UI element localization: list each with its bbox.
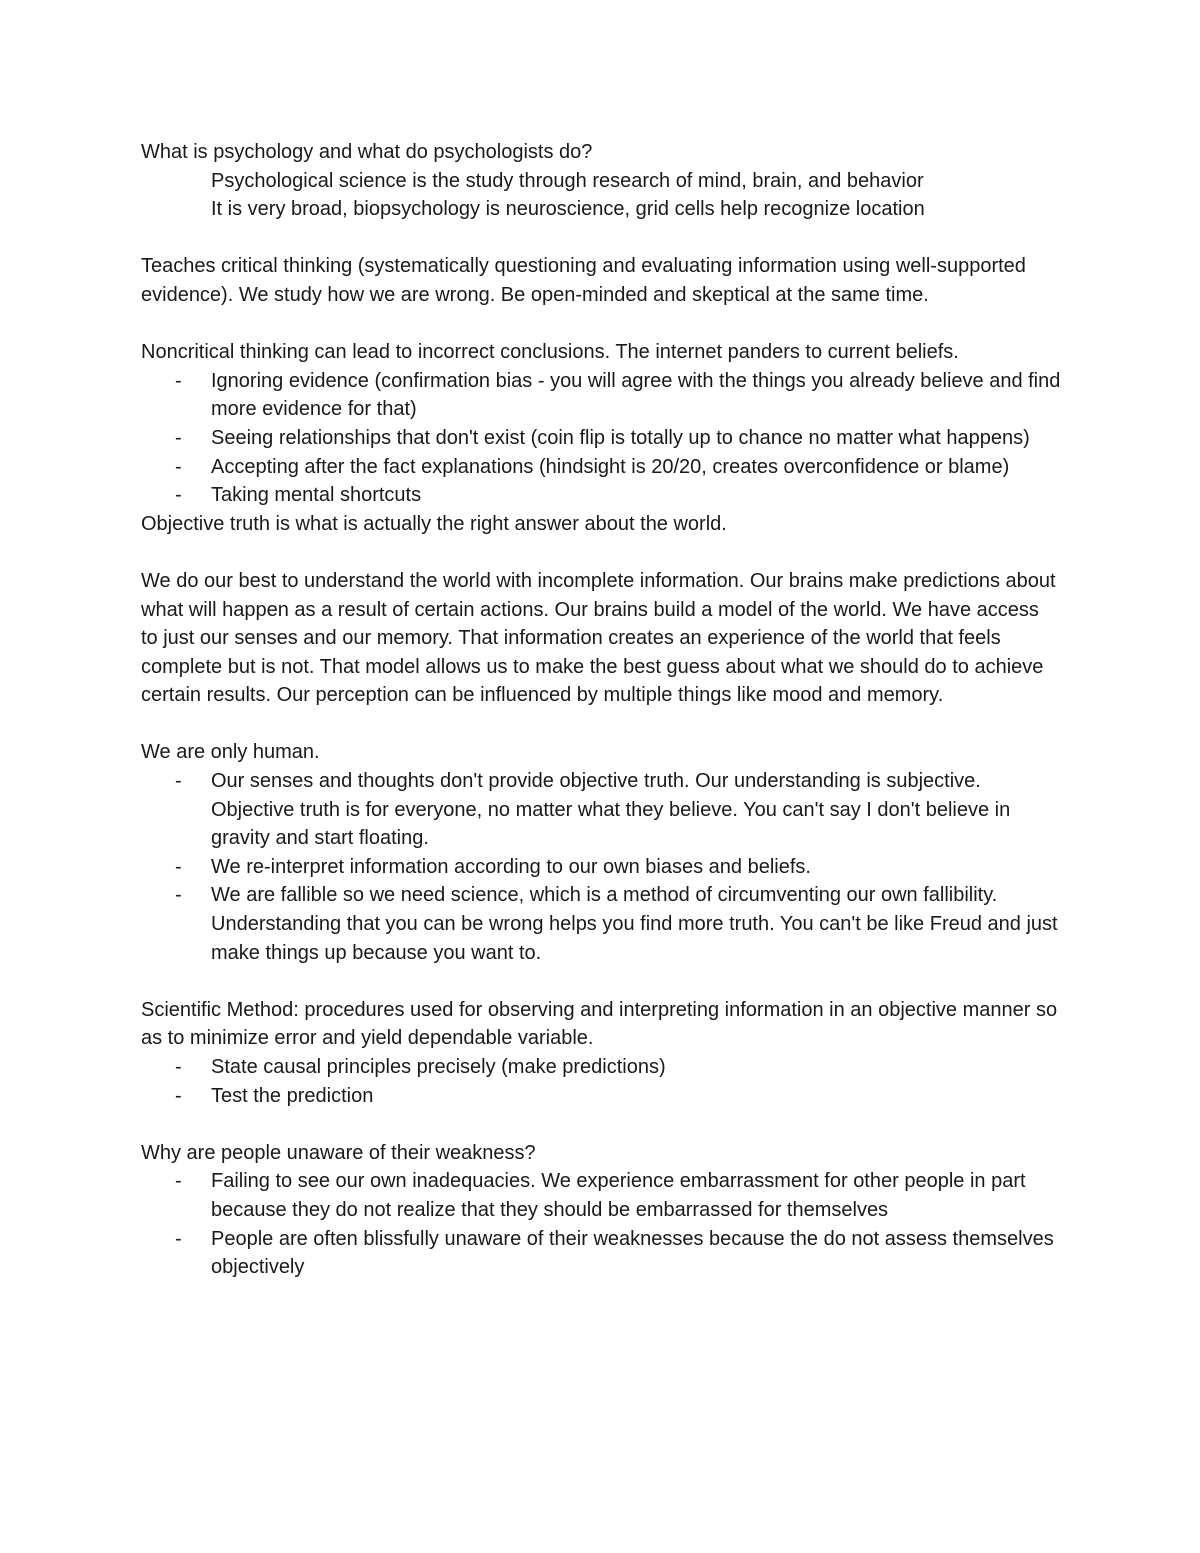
dash-icon: - [175,484,182,507]
list-item-text: State causal principles precisely (make predictions) [211,1056,666,1078]
dash-icon: - [175,1170,182,1193]
list-item [141,767,1061,853]
dash-icon: - [175,855,182,878]
document-page [141,138,1061,1282]
list-item-text: Taking mental shortcuts [211,484,422,507]
list-item [141,424,1061,453]
list-item-text: Failing to see our own inadequacies. We experience embarrassment for other people in part because they do not realize that they should be embarrassed for themselves [211,1170,1026,1221]
list-item-text: People are often blissfully unaware of their weaknesses because the do not assess themselves objectively [211,1227,1054,1279]
dash-icon: - [175,1056,182,1078]
paragraph-gap [141,538,1061,567]
list-item-text: We re-interpret information according to our own biases and beliefs. [211,855,811,878]
paragraph-gap [141,224,1061,253]
section-heading: What is psychology and what do psychologists do? [141,141,593,163]
paragraph-gap [141,967,1061,996]
section-heading: We are only human. [141,741,320,764]
list-item [141,367,1061,424]
bullet-list [141,1167,1061,1281]
paragraph: We do our best to understand the world with incomplete information. Our brains make predictions about what will happen as a result of certain actions. Our brains build a model of the world. We have access to just our senses and our memory. That information creates an experience of the world that feels complete but is not. That model allows us to make the best guess about what we should do to achieve certain results. Our perception can be influenced by multiple things like mood and memory. [141,569,1056,707]
dash-icon: - [175,884,182,907]
paragraph-gap [141,1110,1061,1139]
paragraph: Objective truth is what is actually the right answer about the world. [141,512,727,535]
bullet-list [141,367,1061,510]
list-item-text: Accepting after the fact explanations (hindsight is 20/20, creates overconfidence or blame) [211,455,1010,478]
list-item-text: Our senses and thoughts don't provide objective truth. Our understanding is subjective. Objective truth is for everyone, no matter what they believe. You can't say I don't believe in gravity and start floating. [211,770,1011,850]
list-item [141,1167,1061,1224]
list-item-text: Seeing relationships that don't exist (coin flip is totally up to chance no matter what happens) [211,426,1030,449]
paragraph: Teaches critical thinking (systematically questioning and evaluating information using well-supported evidence). We study how we are wrong. Be open-minded and skeptical at the same time. [141,255,1026,306]
bullet-list [141,767,1061,967]
dash-icon: - [175,1227,182,1250]
list-item [141,881,1061,967]
paragraph-gap [141,310,1061,339]
list-item [141,1225,1061,1282]
dash-icon: - [175,369,182,392]
list-item [141,481,1061,510]
bullet-list [141,1053,1061,1110]
section-heading: Noncritical thinking can lead to incorrect conclusions. The internet panders to current beliefs. [141,341,959,364]
section-heading: Scientific Method: procedures used for observing and interpreting information in an objective manner so as to minimize error and yield dependable variable. [141,998,1058,1050]
dash-icon: - [175,1084,182,1107]
dash-icon: - [175,770,182,793]
list-item [141,1082,1061,1111]
section-heading: Why are people unaware of their weakness? [141,1141,536,1164]
list-item [141,453,1061,482]
list-item [141,1053,1061,1082]
indented-line: It is very broad, biopsychology is neuroscience, grid cells help recognize location [211,198,925,221]
list-item [141,853,1061,882]
paragraph-gap [141,710,1061,739]
list-item-text: We are fallible so we need science, which is a method of circumventing our own fallibility. Understanding that you can be wrong helps you find more truth. You can't be like Freud and just make things up because you want to. [211,884,1058,964]
dash-icon: - [175,455,182,478]
list-item-text: Test the prediction [211,1084,374,1107]
list-item-text: Ignoring evidence (confirmation bias - you will agree with the things you already believe and find more evidence for that) [211,369,1061,421]
dash-icon: - [175,426,182,449]
indented-line: Psychological science is the study through research of mind, brain, and behavior [211,169,924,192]
